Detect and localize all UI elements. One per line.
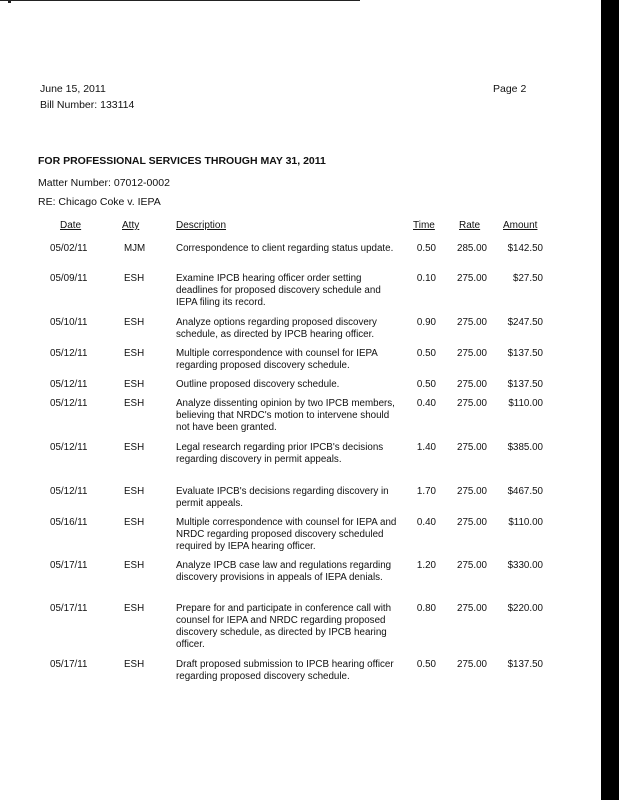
- col-header-atty: Atty: [122, 220, 140, 231]
- entry-rate: 275.00: [457, 560, 487, 571]
- entry-rate: 275.00: [457, 517, 487, 528]
- entry-amount: $110.00: [508, 517, 543, 528]
- matter-number: Matter Number: 07012-0002: [38, 177, 170, 189]
- entry-amount: $137.50: [507, 659, 543, 670]
- entry-rate: 275.00: [457, 486, 487, 497]
- scan-border: [601, 0, 619, 800]
- entry-atty: ESH: [124, 348, 145, 359]
- entry-time: 0.40: [416, 398, 436, 409]
- page-number: Page 2: [493, 83, 527, 95]
- entry-rate: 275.00: [457, 379, 487, 390]
- entry-description: Draft proposed submission to IPCB hearing officer regarding proposed discovery schedule.: [176, 659, 394, 682]
- entry-date: 05/12/11: [50, 442, 88, 453]
- entry-atty: ESH: [124, 398, 145, 409]
- entry-amount: $330.00: [507, 560, 543, 571]
- entry-description: Outline proposed discovery schedule.: [176, 379, 340, 390]
- entry-atty: ESH: [124, 603, 145, 614]
- entry-rate: 275.00: [457, 398, 487, 409]
- entry-amount: $467.50: [507, 486, 543, 497]
- entry-amount: $27.50: [513, 273, 543, 284]
- entry-rate: 275.00: [457, 273, 487, 284]
- entry-time: 0.80: [416, 603, 436, 614]
- entry-description: Prepare for and participate in conference call with counsel for IEPA and NRDC regarding proposed discovery schedule, as directed by IPCB hearing officer.: [176, 603, 392, 650]
- entry-amount: $220.00: [507, 603, 543, 614]
- entry-atty: ESH: [124, 560, 145, 571]
- col-header-date: Date: [60, 220, 82, 231]
- entry-atty: ESH: [124, 442, 145, 453]
- entry-rate: 275.00: [457, 442, 487, 453]
- entry-atty: ESH: [124, 379, 145, 390]
- entry-date: 05/10/11: [50, 317, 88, 328]
- bill-number: Bill Number: 133114: [40, 99, 135, 111]
- entry-time: 0.90: [416, 317, 436, 328]
- entry-description: Analyze IPCB case law and regulations regarding discovery provisions in appeals of IEPA denials.: [176, 560, 392, 583]
- entry-atty: ESH: [124, 317, 145, 328]
- col-header-amount: Amount: [503, 220, 538, 231]
- entry-date: 05/17/11: [50, 603, 88, 614]
- entry-amount: $137.50: [507, 348, 543, 359]
- entry-rate: 275.00: [457, 603, 487, 614]
- col-header-rate: Rate: [459, 220, 481, 231]
- entry-date: 05/12/11: [50, 348, 88, 359]
- entry-time: 0.50: [416, 659, 436, 670]
- re-line: RE: Chicago Coke v. IEPA: [38, 196, 161, 208]
- entry-description: Legal research regarding prior IPCB's decisions regarding discovery in permit appeals.: [176, 442, 384, 465]
- entry-atty: ESH: [124, 659, 145, 670]
- entry-time: 0.40: [416, 517, 436, 528]
- entry-time: 0.50: [416, 243, 436, 254]
- entry-amount: $247.50: [507, 317, 543, 328]
- entry-time: 1.20: [416, 560, 436, 571]
- col-header-description: Description: [176, 220, 227, 231]
- entry-amount: $385.00: [507, 442, 543, 453]
- entry-description: Analyze dissenting opinion by two IPCB members, believing that NRDC's motion to intervene should not have been granted.: [176, 398, 395, 433]
- entry-description: Evaluate IPCB's decisions regarding discovery in permit appeals.: [176, 486, 389, 509]
- entry-date: 05/17/11: [50, 659, 88, 670]
- entry-rate: 275.00: [457, 317, 487, 328]
- entry-description: Correspondence to client regarding status update.: [176, 243, 394, 254]
- entry-date: 05/12/11: [50, 379, 88, 390]
- scan-mark: [8, 1, 11, 3]
- entry-date: 05/02/11: [50, 243, 88, 254]
- entry-amount: $142.50: [507, 243, 543, 254]
- entry-date: 05/12/11: [50, 398, 88, 409]
- entry-date: 05/09/11: [50, 273, 88, 284]
- entry-rate: 275.00: [457, 348, 487, 359]
- entry-atty: ESH: [124, 517, 145, 528]
- entry-date: 05/16/11: [50, 517, 88, 528]
- entry-time: 1.40: [416, 442, 436, 453]
- entry-time: 0.50: [416, 379, 436, 390]
- entry-description: Examine IPCB hearing officer order setting deadlines for proposed discovery schedule and IEPA filing its record.: [176, 273, 381, 308]
- entry-time: 0.10: [416, 273, 436, 284]
- invoice-date: June 15, 2011: [40, 83, 106, 95]
- col-header-time: Time: [413, 220, 435, 231]
- entry-amount: $137.50: [507, 379, 543, 390]
- entry-date: 05/12/11: [50, 486, 88, 497]
- entry-atty: MJM: [124, 243, 146, 254]
- entry-time: 0.50: [416, 348, 436, 359]
- entry-rate: 275.00: [457, 659, 487, 670]
- entry-description: Analyze options regarding proposed discovery schedule, as directed by IPCB hearing officer.: [176, 317, 377, 340]
- entry-description: Multiple correspondence with counsel for IEPA and NRDC regarding proposed discovery scheduled required by IEPA hearing officer.: [176, 517, 397, 552]
- entry-rate: 285.00: [457, 243, 487, 254]
- entry-description: Multiple correspondence with counsel for IEPA regarding proposed discovery schedule.: [176, 348, 378, 371]
- entry-atty: ESH: [124, 273, 145, 284]
- entry-date: 05/17/11: [50, 560, 88, 571]
- entry-time: 1.70: [416, 486, 436, 497]
- entry-amount: $110.00: [508, 398, 543, 409]
- scan-edge-line: [0, 0, 360, 1]
- entry-atty: ESH: [124, 486, 145, 497]
- services-title: FOR PROFESSIONAL SERVICES THROUGH MAY 31, 2011: [38, 155, 326, 167]
